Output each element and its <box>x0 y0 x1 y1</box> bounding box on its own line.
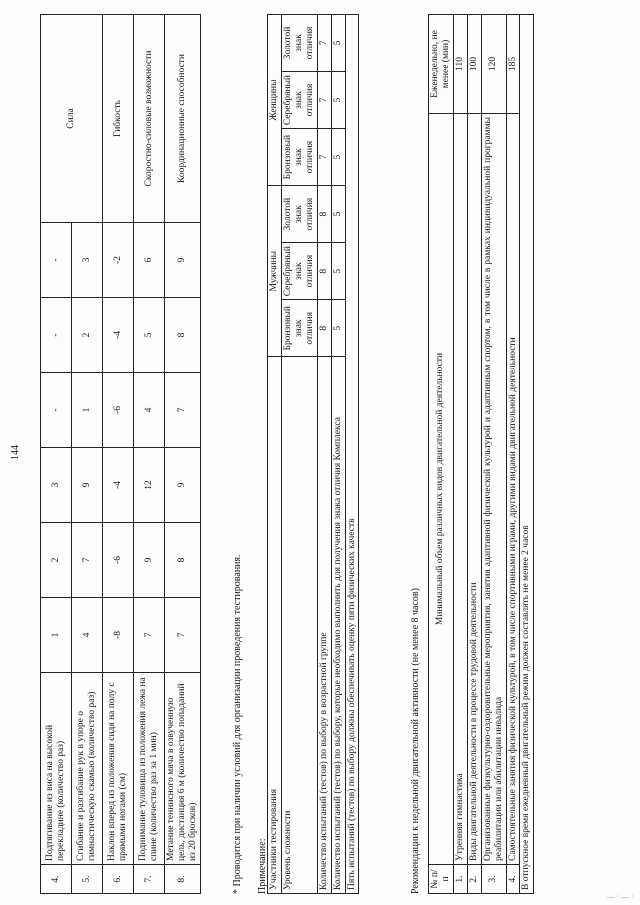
value-cell: - <box>41 223 72 298</box>
row-number: 7. <box>134 865 165 894</box>
value-cell: -4 <box>103 448 134 523</box>
badge-header: Золотой знак отличия <box>281 15 317 72</box>
scan-watermark: — · — · <box>606 892 634 901</box>
table-row <box>481 15 506 894</box>
value-cell: 8 <box>165 298 201 373</box>
value-cell: 7 <box>134 598 165 673</box>
value-cell: 5 <box>331 243 345 300</box>
participants-label: Участники тестирования <box>268 357 282 894</box>
table-row <box>453 15 467 894</box>
tests-selection-table <box>267 14 359 894</box>
test-name: Наклон вперед из положения сидя на полу с прямыми ногами (см) <box>103 673 134 865</box>
table-row <box>281 15 317 894</box>
activity-table <box>428 14 534 894</box>
value-cell: 7 <box>317 15 331 72</box>
minutes-value: 110 <box>453 15 467 114</box>
value-cell: 7 <box>165 598 201 673</box>
table-row <box>467 15 481 894</box>
quality-cell: Гибкость <box>103 15 134 223</box>
test-name: Поднимание туловища из положения лежа на спине (количество раз за 1 мин) <box>134 673 165 865</box>
minutes-header: Еженедельно, не менее (мин) <box>429 15 454 114</box>
header-cell: 1 <box>41 598 72 673</box>
table-row <box>345 15 359 894</box>
value-cell: 2 <box>72 298 103 373</box>
value-cell: 6 <box>134 223 165 298</box>
value-cell: 7 <box>165 373 201 448</box>
summary-row: Пять испытаний (тестов) по выбору должны обеспечивать оценку пяти физических качеств <box>345 15 359 894</box>
value-cell: 3 <box>72 223 103 298</box>
minutes-value: 185 <box>506 15 520 114</box>
row-label: Количество испытаний (тестов) по выбору, которые необходимо выполнить для получения знака отличия Комплекса <box>331 357 345 894</box>
badge-header: Серебряный знак отличия <box>281 72 317 129</box>
value-cell: 8 <box>317 300 331 357</box>
footnote: * Проводится при наличии условий для организации проведения тестирования. <box>232 554 243 894</box>
activity-text: Виды двигательной деятельности в процессе трудовой деятельности <box>467 114 481 865</box>
value-cell: 7 <box>317 129 331 186</box>
badge-header: Бронзовый знак отличия <box>281 300 317 357</box>
note-title: Примечание: <box>257 838 268 894</box>
quality-cell: Скоростно-силовые возможности <box>134 15 165 223</box>
women-header: Женщины <box>268 15 282 186</box>
minutes-value: 100 <box>467 15 481 114</box>
value-cell: 8 <box>317 186 331 243</box>
table-row <box>429 15 454 894</box>
level-label: Уровень сложности <box>281 357 317 894</box>
test-name: Подтягивание из виса на высокой перекладине (количество раз) <box>41 673 72 865</box>
badge-header: Бронзовый знак отличия <box>281 129 317 186</box>
badge-header: Серебряный знак отличия <box>281 243 317 300</box>
row-number: 4. <box>41 865 72 894</box>
table-row <box>165 15 201 894</box>
value-cell: 9 <box>165 223 201 298</box>
vacation-note: В отпускное время ежедневный двигательный режим должен составлять не менее 2 часов <box>520 15 534 894</box>
value-cell: 8 <box>317 243 331 300</box>
value-cell: -2 <box>103 223 134 298</box>
test-name: Сгибание и разгибание рук в упоре о гимнастическую скамью (количество раз) <box>72 673 103 865</box>
value-cell: 9 <box>72 448 103 523</box>
value-cell: -8 <box>103 598 134 673</box>
activity-text: Утренняя гимнастика <box>453 114 467 865</box>
row-number: 1. <box>453 865 467 894</box>
number-header: № п/п <box>429 865 454 894</box>
value-cell: 5 <box>331 186 345 243</box>
row-number: 6. <box>103 865 134 894</box>
value-cell: - <box>41 373 72 448</box>
table-row <box>331 15 345 894</box>
value-cell: 9 <box>134 523 165 598</box>
activity-header: Минимальный объем различных видов двигательной деятельности <box>429 114 454 865</box>
quality-cell: Координационные способности <box>165 15 201 223</box>
value-cell: 7 <box>72 523 103 598</box>
quality-cell: Сила <box>41 15 103 223</box>
row-number: 8. <box>165 865 201 894</box>
table-row <box>134 15 165 894</box>
row-label: Количество испытаний (тестов) по выбору в возрастной группе <box>317 357 331 894</box>
recommendations-title: Рекомендации к недельной двигательной активности (не менее 8 часов) <box>410 588 421 894</box>
norms-table <box>40 14 201 894</box>
table-row <box>103 15 134 894</box>
row-number: 3. <box>481 865 506 894</box>
row-number: 5. <box>72 865 103 894</box>
value-cell: 5 <box>331 72 345 129</box>
table-row <box>41 15 72 894</box>
value-cell: -6 <box>103 373 134 448</box>
table-row <box>506 15 520 894</box>
activity-text: Организованные физкультурно-оздоровительные мероприятия, занятия адаптивной физической культурой и адаптивным спортом, в том числе в рамках индивидуальной программы реабилитации или абилитации инвалида <box>481 114 506 865</box>
value-cell: 5 <box>331 15 345 72</box>
value-cell: 8 <box>165 523 201 598</box>
test-name: Метание теннисного мяча в озвученную цель, дистанция 6 м (количество попаданий из 20 бросков) <box>165 673 201 865</box>
table-row <box>268 15 282 894</box>
value-cell: 1 <box>72 373 103 448</box>
row-number: 2. <box>467 865 481 894</box>
value-cell: 4 <box>134 373 165 448</box>
value-cell: 4 <box>72 598 103 673</box>
header-cell: 2 <box>41 523 72 598</box>
value-cell: 7 <box>317 72 331 129</box>
value-cell: -4 <box>103 298 134 373</box>
header-cell: 3 <box>41 448 72 523</box>
value-cell: 5 <box>134 298 165 373</box>
minutes-value: 120 <box>481 15 506 114</box>
value-cell: 5 <box>331 129 345 186</box>
value-cell: 12 <box>134 448 165 523</box>
page-number: 144 <box>10 445 21 460</box>
badge-header: Золотой знак отличия <box>281 186 317 243</box>
value-cell: - <box>41 298 72 373</box>
men-header: Мужчины <box>268 186 282 357</box>
value-cell: 9 <box>165 448 201 523</box>
value-cell: 5 <box>331 300 345 357</box>
value-cell: -6 <box>103 523 134 598</box>
row-number: 4. <box>506 865 520 894</box>
activity-text: Самостоятельные занятия физической культурой, в том числе спортивными играми, другими видами двигательной деятельности <box>506 114 520 865</box>
table-row <box>520 15 534 894</box>
table-row <box>317 15 331 894</box>
